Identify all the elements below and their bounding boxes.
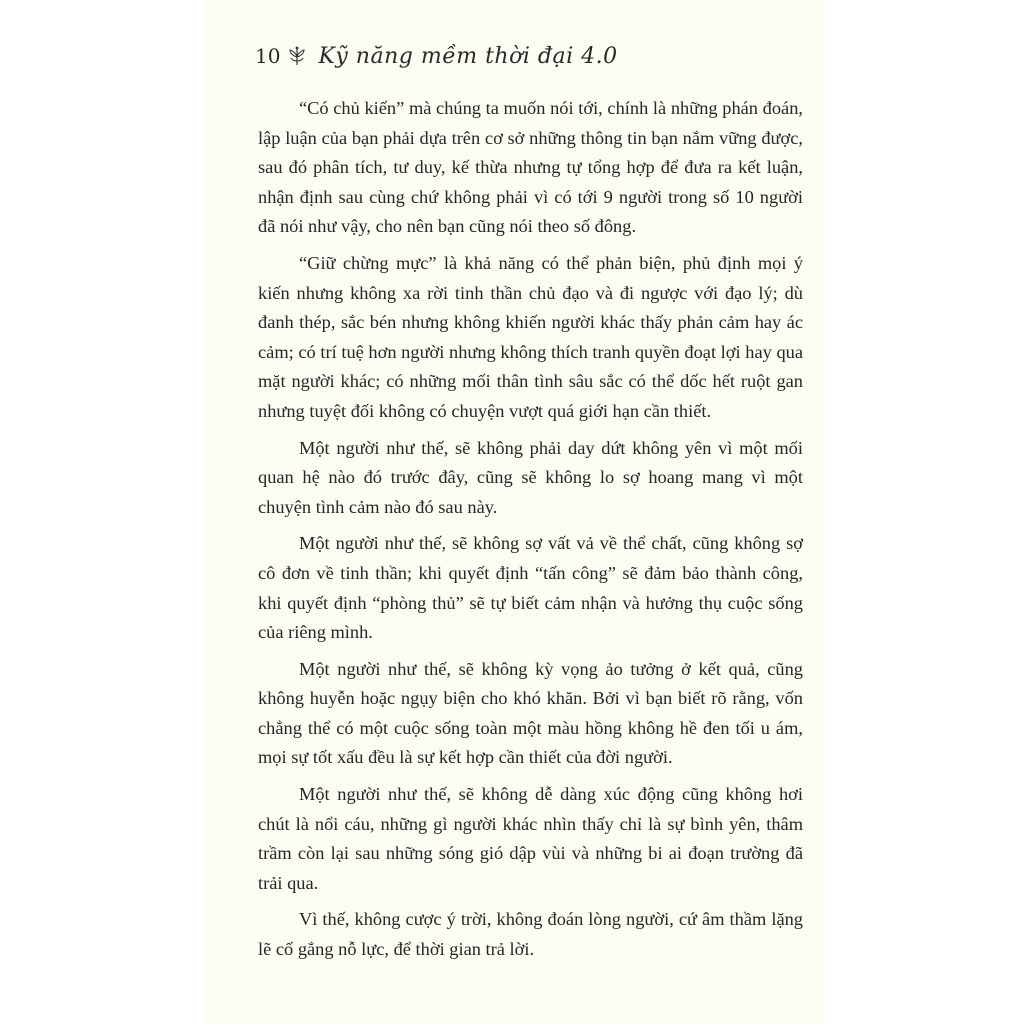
paragraph: Một người như thế, sẽ không dễ dàng xúc động cũng không hơi chút là nổi cáu, những gì người khác nhìn thấy chỉ là sự bình yên, thâm trầm còn lại sau những sóng gió dập vùi và những bi ai đoạn trường đã trải qua. — [258, 784, 803, 893]
floral-flourish-icon — [286, 45, 308, 67]
paragraph: Một người như thế, sẽ không kỳ vọng ảo tưởng ở kết quả, cũng không huyễn hoặc ngụy biện cho khó khăn. Bởi vì bạn biết rõ rằng, vốn chẳng thể có một cuộc sống toàn một màu hồng không hề đen tối u ám, mọi sự tốt xấu đều là sự kết hợp cần thiết của đời người. — [258, 658, 803, 768]
page-number: 10 — [255, 44, 281, 68]
paragraph: Một người như thế, sẽ không phải day dứt không yên vì một mối quan hệ nào đó trước đây, cũng sẽ không lo sợ hoang mang vì một chuyện tình cảm nào đó sau này. — [258, 437, 803, 517]
paragraph: Một người như thế, sẽ không sợ vất vả về thể chất, cũng không sợ cô đơn về tinh thần; khi quyết định “tấn công” sẽ đảm bảo thành công, khi quyết định “phòng thủ” sẽ tự biết cảm nhận và hưởng thụ cuộc sống của riêng mình. — [258, 533, 803, 643]
paragraph: Vì thế, không cược ý trời, không đoán lòng người, cứ âm thầm lặng lẽ cố gắng nỗ lực, để thời gian trả lời. — [258, 909, 803, 960]
page-header — [255, 36, 618, 76]
body-text — [258, 94, 803, 972]
paragraph: “Có chủ kiến” mà chúng ta muốn nói tới, chính là những phán đoán, lập luận của bạn phải dựa trên cơ sở những thông tin bạn nắm vững được, sau đó phân tích, tư duy, kế thừa nhưng tự tổng hợp để đưa ra kết luận, nhận định sau cùng chứ không phải vì có tới 9 người trong số 10 người đã nói như vậy, cho nên bạn cũng nói theo số đông. — [258, 98, 803, 237]
running-title: Kỹ năng mềm thời đại 4.0 — [318, 43, 618, 69]
paragraph: “Giữ chừng mực” là khả năng có thể phản biện, phủ định mọi ý kiến nhưng không xa rời tinh thần chủ đạo và đi ngược với đạo lý; dù đanh thép, sắc bén nhưng không khiến người khác thấy phản cảm hay ác cảm; có trí tuệ hơn người nhưng không thích tranh quyền đoạt lợi hay qua mặt người khác; có những mối thân tình sâu sắc có thể dốc hết ruột gan nhưng tuyệt đối không có chuyện vượt quá giới hạn cần thiết. — [258, 252, 803, 421]
